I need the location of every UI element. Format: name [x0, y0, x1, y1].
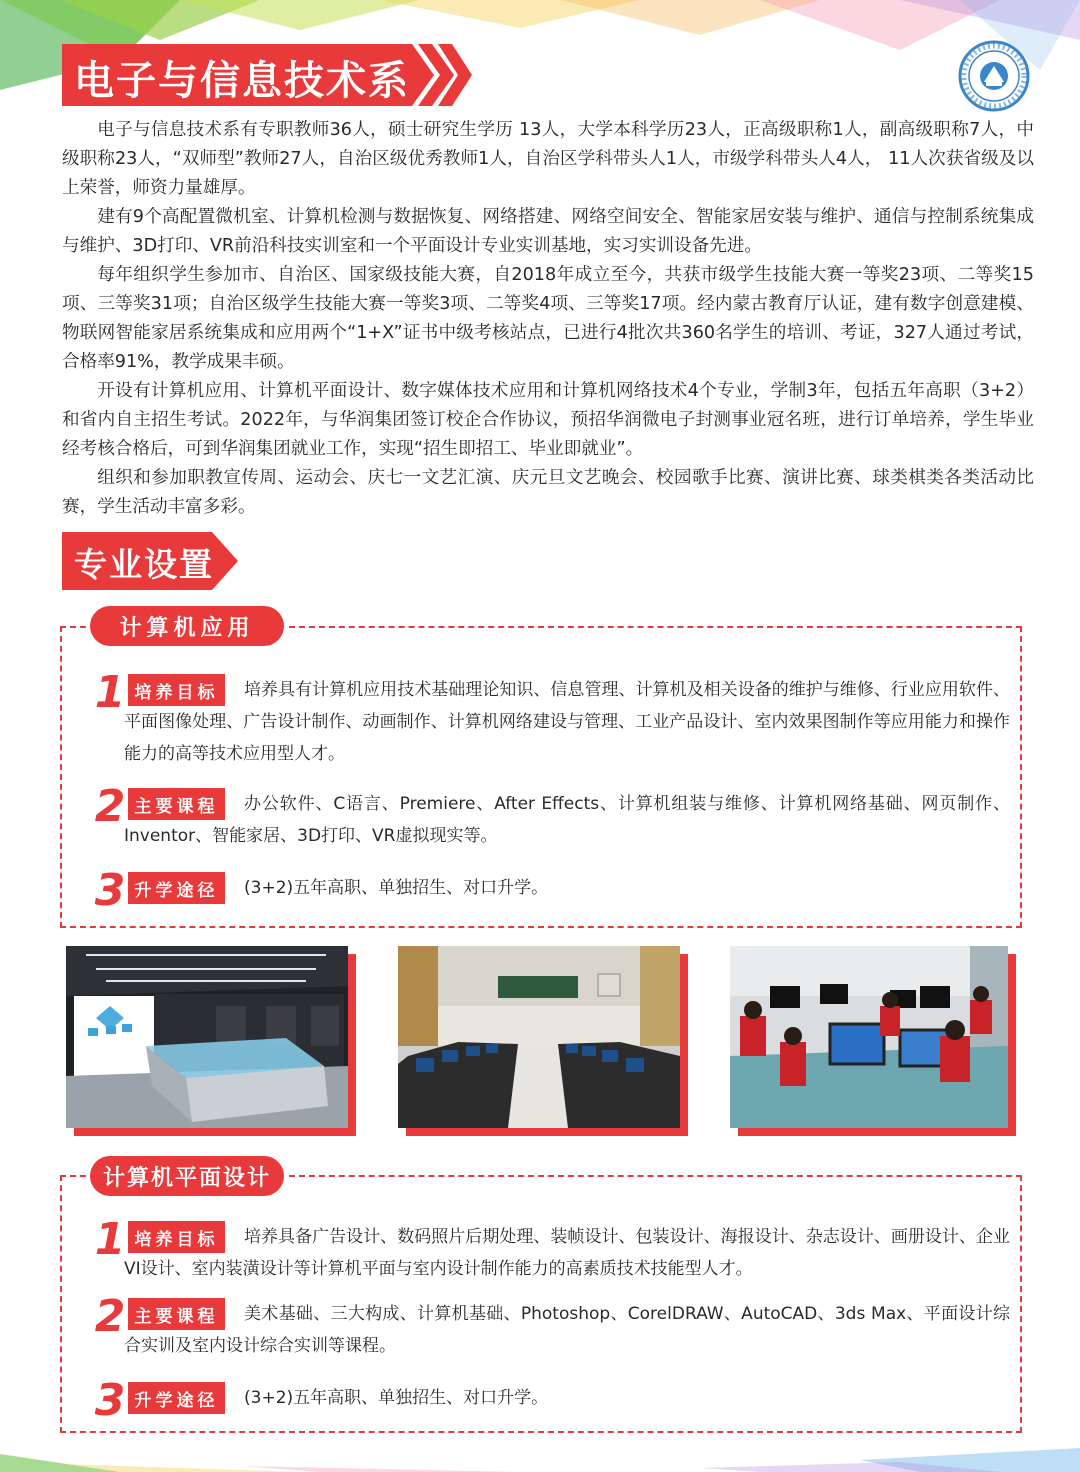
computer-lab-photo	[398, 946, 680, 1128]
major-item-pathway	[90, 865, 1010, 916]
item-number: 3	[94, 865, 126, 916]
major-name-pill	[86, 602, 288, 650]
item-number: 2	[94, 1291, 126, 1342]
item-text: 培养具有计算机应用技术基础理论知识、信息管理、计算机及相关设备的维护与维修、行业应用软件、平面图像处理、广告设计制作、动画制作、计算机网络建设与管理、工业产品设计、室内效果图制作等应用能力和操作能力的高等技术应用型人才。	[124, 680, 1010, 764]
item-text: 培养具备广告设计、数码照片后期处理、装帧设计、包装设计、海报设计、杂志设计、画册设计、企业VI设计、室内装潢设计等计算机平面与室内设计制作能力的高素质技术技能型人才。	[124, 1227, 1010, 1279]
department-title-banner	[62, 44, 472, 106]
item-label: 培养目标	[128, 674, 225, 706]
item-label: 升学途径	[128, 1382, 225, 1414]
intro-paragraph: 开设有计算机应用、计算机平面设计、数字媒体技术应用和计算机网络技术4个专业，学制3年，包括五年高职（3+2）和省内自主招生考试。2022年，与华润集团签订校企合作协议，预招华润微电子封测事业冠名班，进行订单培养，学生毕业经考核合格后，可到华润集团就业工作，实现“招生即招工、毕业即就业”。	[62, 381, 1034, 459]
school-emblem-icon	[958, 40, 1030, 112]
item-label: 培养目标	[128, 1221, 225, 1253]
section-title: 专业设置	[74, 545, 214, 584]
item-number: 1	[94, 667, 126, 718]
major-name-pill	[86, 1152, 288, 1200]
major-item-courses	[90, 1291, 1010, 1362]
section-title-banner	[62, 532, 242, 590]
item-number: 1	[94, 1214, 126, 1265]
footer-decoration	[0, 1440, 1080, 1472]
major-name: 计算机平面设计	[90, 1156, 284, 1196]
intro-paragraph: 组织和参加职教宣传周、运动会、庆七一文艺汇演、庆元旦文艺晚会、校园歌手比赛、演讲比赛、球类棋类各类活动比赛，学生活动丰富多彩。	[62, 468, 1034, 517]
intro-paragraph: 电子与信息技术系有专职教师36人，硕士研究生学历 13人，大学本科学历23人，正高级职称1人，副高级职称7人，中级职称23人，“双师型”教师27人，自治区级优秀教师1人，自治区学科带头人1人，市级学科带头人4人， 11人次获省级及以上荣誉，师资力量雄厚。	[62, 120, 1034, 198]
intro-paragraph: 建有9个高配置微机室、计算机检测与数据恢复、网络搭建、网络空间安全、智能家居安装与维护、通信与控制系统集成与维护、3D打印、VR前沿科技实训室和一个平面设计专业实训基地，实习实训设备先进。	[62, 207, 1034, 256]
item-label: 升学途径	[128, 872, 225, 904]
item-label: 主要课程	[128, 1298, 225, 1330]
major-item-goal	[90, 1214, 1010, 1285]
item-label: 主要课程	[128, 788, 225, 820]
item-number: 2	[94, 781, 126, 832]
students-in-class-photo	[730, 946, 1008, 1128]
page-title: 电子与信息技术系	[74, 58, 410, 104]
major-item-pathway	[90, 1375, 1010, 1426]
training-room-photo	[66, 946, 348, 1128]
item-text: 美术基础、三大构成、计算机基础、Photoshop、CorelDRAW、AutoCAD、3ds Max、平面设计综合实训及室内设计综合实训等课程。	[124, 1304, 1010, 1356]
item-text: (3+2)五年高职、单独招生、对口升学。	[244, 1388, 549, 1408]
department-introduction	[62, 116, 1034, 522]
item-text: (3+2)五年高职、单独招生、对口升学。	[244, 878, 549, 898]
item-number: 3	[94, 1375, 126, 1426]
major-item-goal	[90, 667, 1010, 770]
major-item-courses	[90, 781, 1010, 852]
major-name: 计算机应用	[90, 606, 284, 646]
item-text: 办公软件、C语言、Premiere、After Effects、计算机组装与维修、计算机网络基础、网页制作、Inventor、智能家居、3D打印、VR虚拟现实等。	[124, 794, 1010, 846]
intro-paragraph: 每年组织学生参加市、自治区、国家级技能大赛，自2018年成立至今，共获市级学生技能大赛一等奖23项、二等奖15项、三等奖31项；自治区级学生技能大赛一等奖3项、二等奖4项、三等奖17项。经内蒙古教育厅认证，建有数字创意建模、物联网智能家居系统集成和应用两个“1+X”证书中级考核站点，已进行4批次共360名学生的培训、考证，327人通过考试，合格率91%，教学成果丰硕。	[62, 265, 1034, 372]
